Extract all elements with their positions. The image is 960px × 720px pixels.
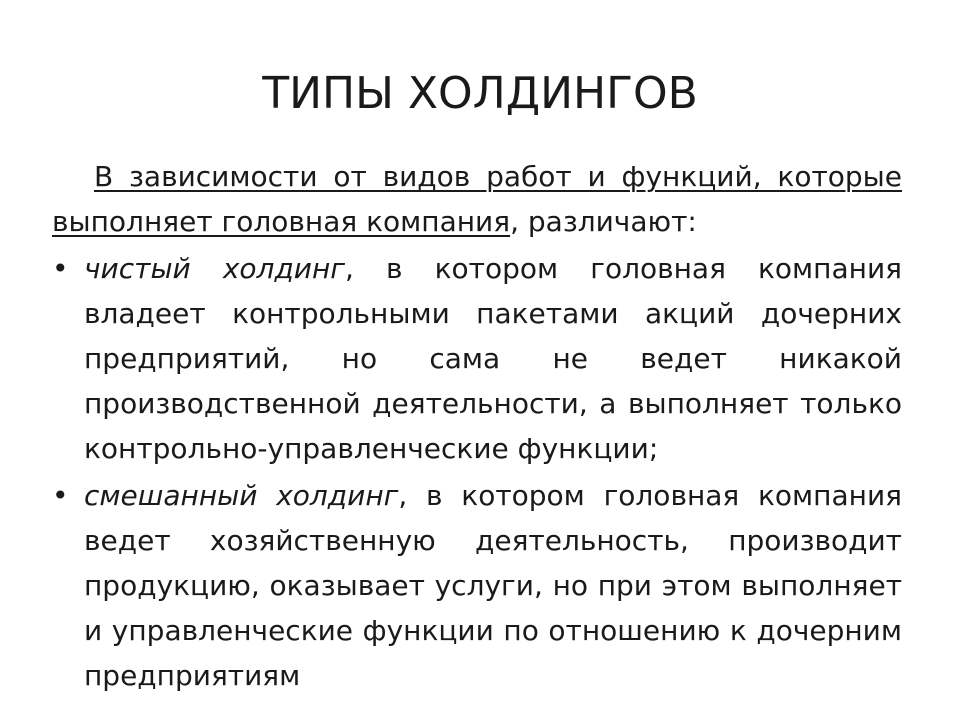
intro-paragraph — [52, 154, 902, 244]
intro-rest-text: , различают: — [510, 205, 697, 238]
bullet-item-pure-holding — [52, 246, 902, 471]
bullet-term: чистый холдинг — [84, 252, 346, 285]
bullet-text: , в котором головная компания владеет контрольными пакетами акций дочерних предприятий, но сама не ведет никакой производственной деятельности, а выполняет только контрольно-управленческие функции; — [84, 252, 902, 465]
bullet-item-mixed-holding — [52, 473, 902, 698]
bullet-marker: • — [52, 479, 69, 512]
bullet-marker: • — [52, 252, 69, 285]
slide-content — [52, 154, 902, 700]
bullet-list — [52, 246, 902, 698]
bullet-text: , в котором головная компания ведет хозяйственную деятельность, производит продукцию, оказывает услуги, но при этом выполняет и управленческие функции по отношению к дочерним предприятиям — [84, 479, 902, 692]
bullet-term: смешанный холдинг — [84, 479, 399, 512]
slide-title: ТИПЫ ХОЛДИНГОВ — [262, 68, 698, 119]
intro-underlined-text: В зависимости от видов работ и функций, которые выполняет головная компания — [52, 160, 902, 238]
